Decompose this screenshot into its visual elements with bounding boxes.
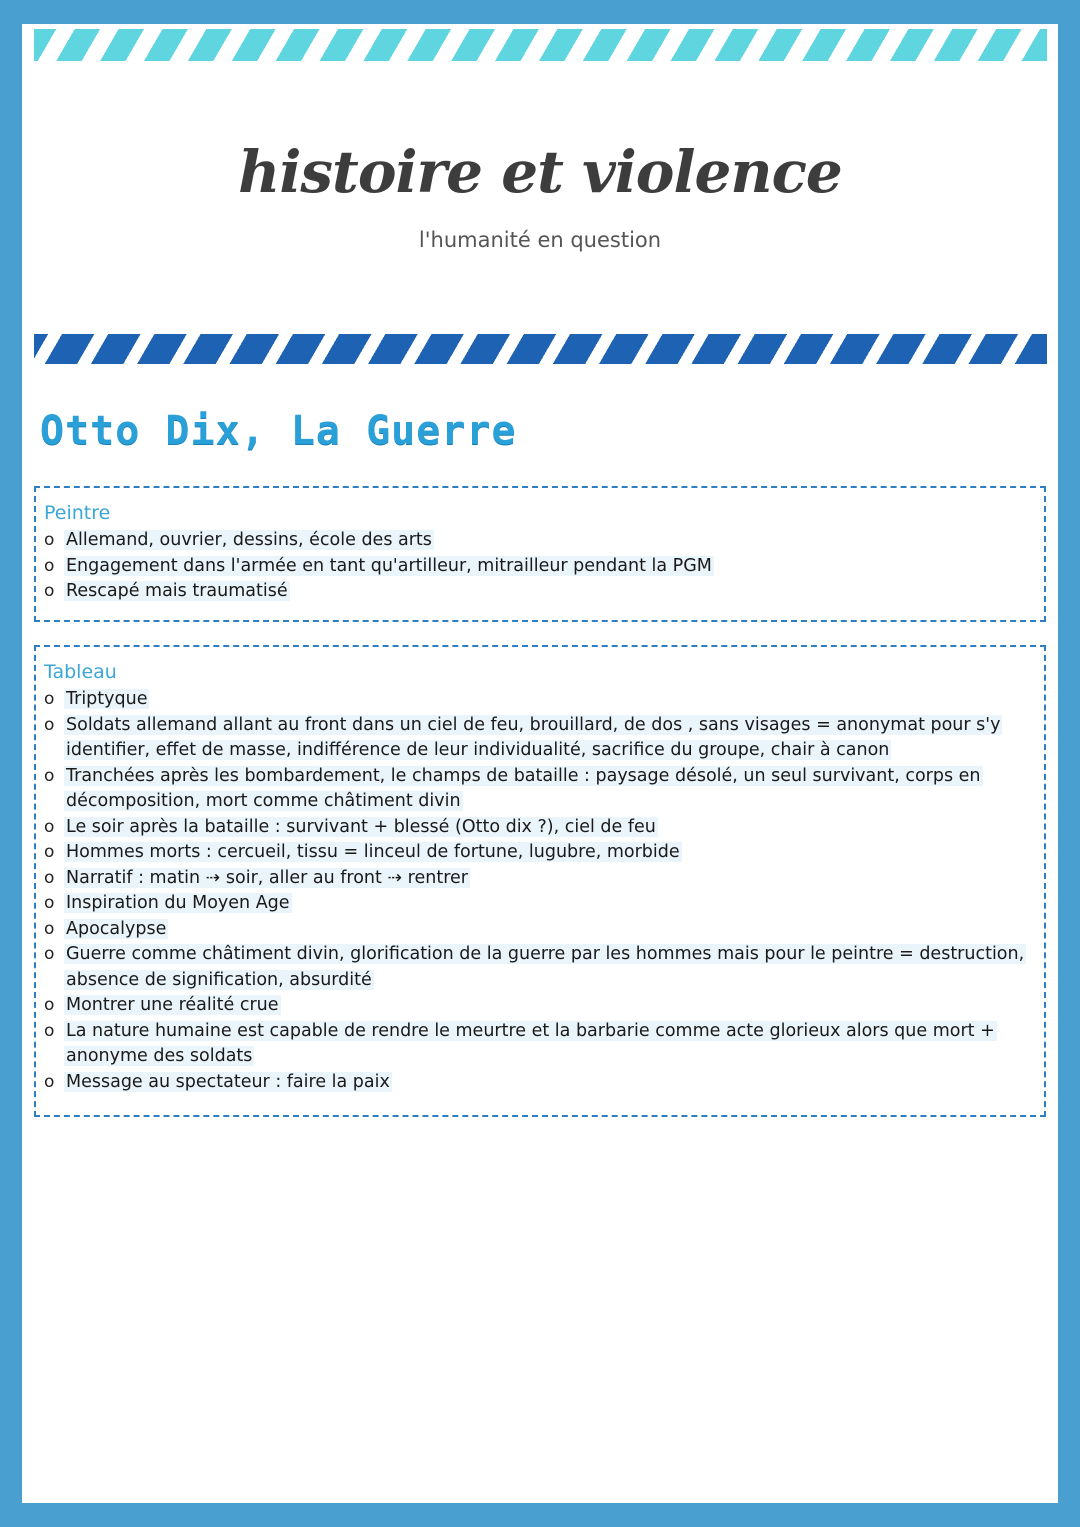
tableau-label: Tableau [44, 661, 117, 683]
list-item: o Narratif : matin ⇢ soir, aller au front ⇢ rentrer [44, 866, 1032, 892]
peintre-list [44, 528, 1032, 605]
list-item: o Le soir après la bataille : survivant + blessé (Otto dix ?), ciel de feu [44, 815, 1032, 841]
list-item: o Soldats allemand allant au front dans un ciel de feu, brouillard, de dos , sans visages = anonymat pour s'y identifier, effet de masse, indifférence de leur individualité, sacrifice du groupe, chair à canon [44, 714, 1001, 760]
list-item: o Apocalypse [44, 917, 1032, 943]
list-item: o La nature humaine est capable de rendre le meurtre et la barbarie comme acte glorieux alors que mort + anonyme des soldats [44, 1020, 995, 1066]
bullet-icon: o [44, 867, 55, 888]
bullet-icon: o [44, 555, 55, 576]
bottom-stripe-banner [34, 334, 1047, 364]
bullet-icon: o [44, 816, 55, 837]
page-subtitle: l'humanité en question [418, 228, 662, 252]
list-item: o Message au spectateur : faire la paix [44, 1070, 1032, 1096]
peintre-box [34, 486, 1046, 622]
list-item: o Triptyque [44, 687, 1032, 713]
section-heading: Otto Dix, La Guerre [40, 408, 517, 454]
bullet-icon: o [44, 581, 55, 601]
list-item: o Allemand, ouvrier, dessins, école des arts [44, 528, 1032, 554]
bullet-icon: o [44, 530, 55, 550]
list-item: o Hommes morts : cercueil, tissu = linceul de fortune, lugubre, morbide [44, 840, 1032, 866]
bullet-icon: o [44, 714, 55, 735]
bullet-icon: o [44, 1071, 55, 1092]
list-item: o Engagement dans l'armée en tant qu'artilleur, mitrailleur pendant la PGM [44, 554, 1032, 580]
tableau-list [44, 687, 1032, 1095]
bullet-icon: o [44, 765, 55, 786]
bullet-icon: o [44, 918, 55, 939]
bullet-icon: o [44, 995, 55, 1015]
list-item: o Inspiration du Moyen Age [44, 891, 1032, 917]
tableau-box [34, 645, 1046, 1117]
bullet-icon: o [44, 842, 55, 862]
list-item: o Rescapé mais traumatisé [44, 579, 1032, 605]
bullet-icon: o [44, 893, 55, 913]
bullet-icon: o [44, 1020, 55, 1041]
bullet-icon: o [44, 689, 55, 709]
peintre-label: Peintre [44, 502, 111, 524]
list-item: o Montrer une réalité crue [44, 993, 1032, 1019]
page-title: histoire et violence [238, 138, 842, 206]
bullet-icon: o [44, 944, 55, 964]
list-item: o Guerre comme châtiment divin, glorification de la guerre par les hommes mais pour le peintre = destruction, absence de signification, absurdité [44, 944, 1025, 990]
top-stripe-banner [34, 29, 1047, 61]
list-item: o Tranchées après les bombardement, le champs de bataille : paysage désolé, un seul survivant, corps en décomposition, mort comme châtiment divin [44, 765, 981, 811]
